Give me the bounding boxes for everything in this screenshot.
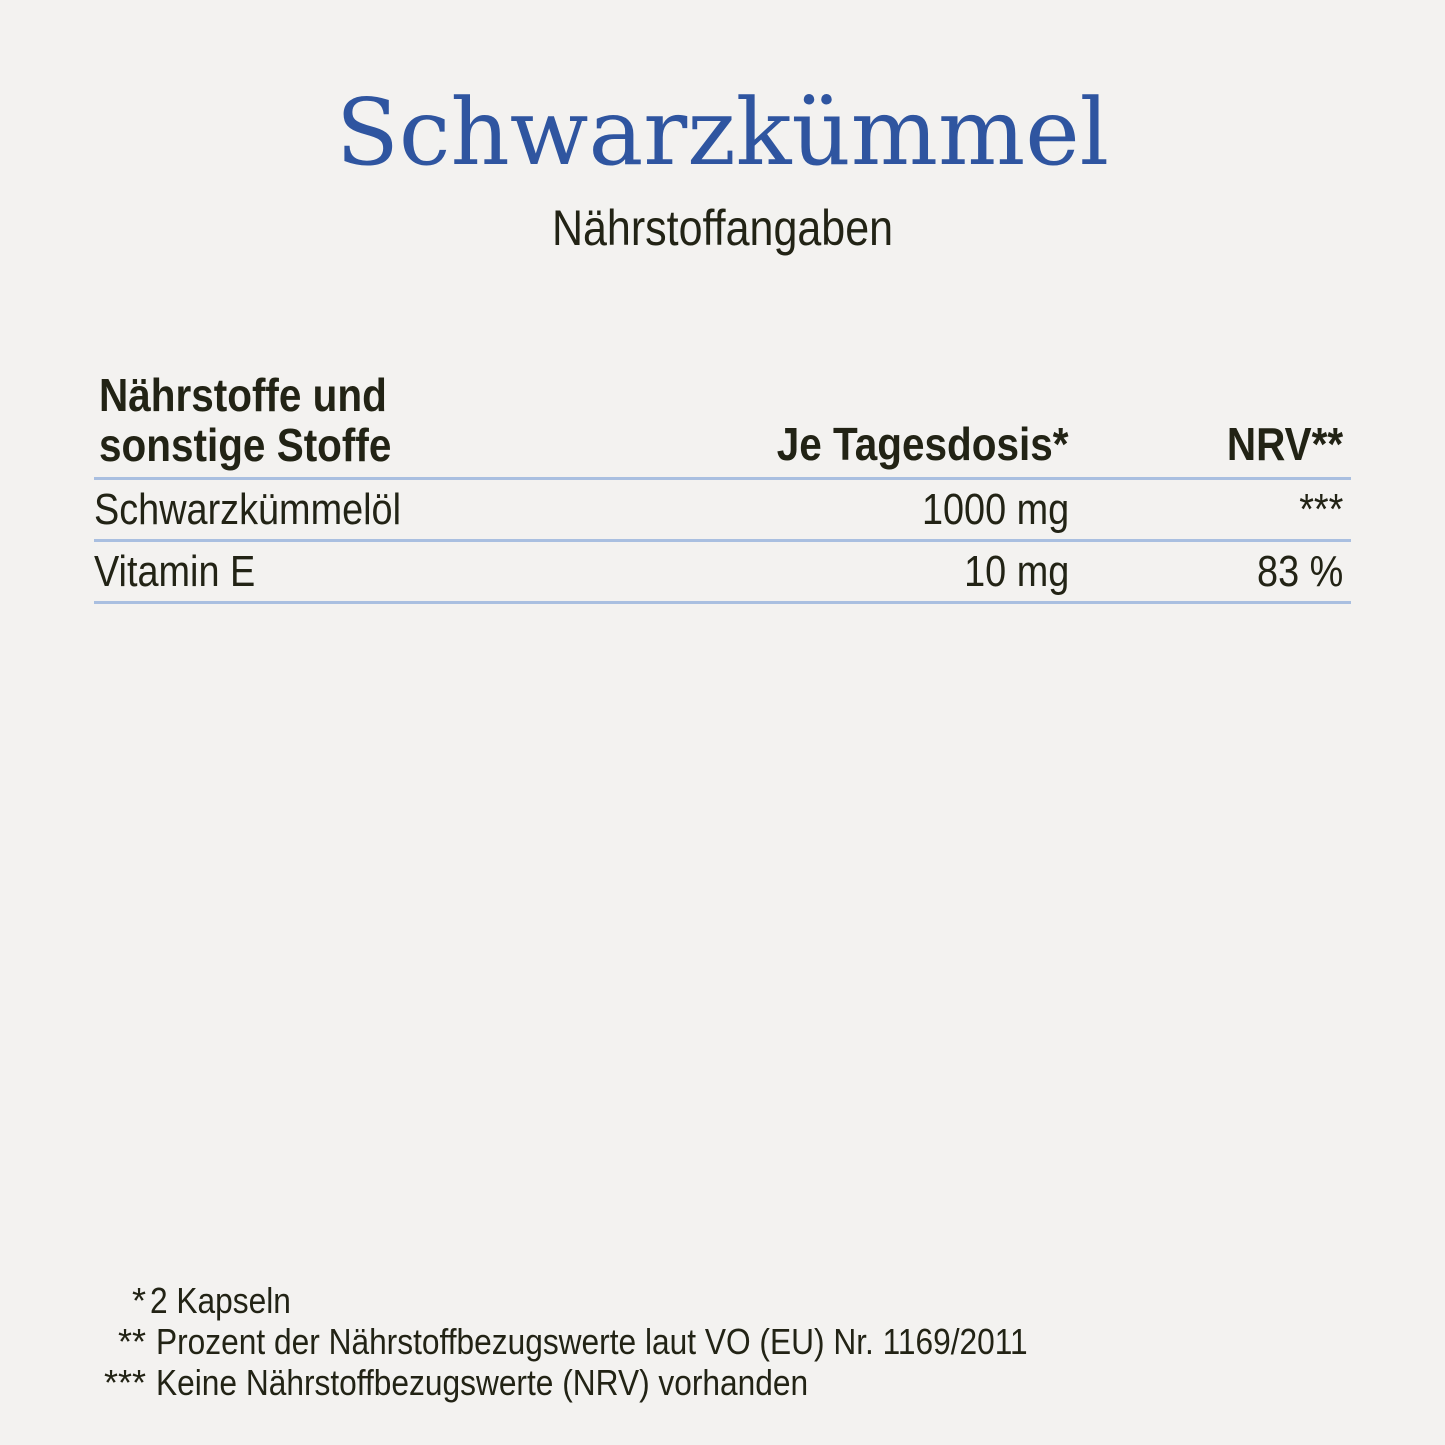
table-row xyxy=(94,542,1351,604)
footnote-text: Keine Nährstoffbezugswerte (NRV) vorhanden xyxy=(156,1362,809,1403)
column-header-nrv: NRV** xyxy=(1226,418,1343,470)
footnote xyxy=(88,1321,1188,1362)
footnote-mark: *** xyxy=(103,1362,146,1403)
table-row xyxy=(94,480,1351,542)
nutrient-nrv: 83 % xyxy=(1256,547,1343,596)
nutrient-dose: 1000 mg xyxy=(921,485,1069,534)
footnote-text: Prozent der Nährstoffbezugswerte laut VO (EU) Nr. 1169/2011 xyxy=(156,1321,1028,1362)
footnote-mark: ** xyxy=(117,1321,146,1362)
page-subtitle: Nährstoffangaben xyxy=(551,200,894,256)
footnote-mark: * xyxy=(131,1280,146,1321)
footnote xyxy=(88,1362,1188,1403)
footnote-text: 2 Kapseln xyxy=(150,1280,291,1321)
nutrient-name: Schwarzkümmelöl xyxy=(94,485,402,534)
column-header-daily-dose: Je Tagesdosis* xyxy=(777,418,1069,470)
column-header-nutrient: Nährstoffe und sonstige Stoffe xyxy=(99,369,392,471)
table-header-row xyxy=(94,368,1351,480)
footnotes xyxy=(88,1280,1188,1403)
nutrition-table xyxy=(94,368,1351,604)
page-title: Schwarzkümmel xyxy=(335,79,1110,186)
nutrient-dose: 10 mg xyxy=(963,547,1069,596)
nutrient-nrv: *** xyxy=(1298,485,1343,534)
nutrient-name: Vitamin E xyxy=(94,547,256,596)
footnote xyxy=(88,1280,1188,1321)
